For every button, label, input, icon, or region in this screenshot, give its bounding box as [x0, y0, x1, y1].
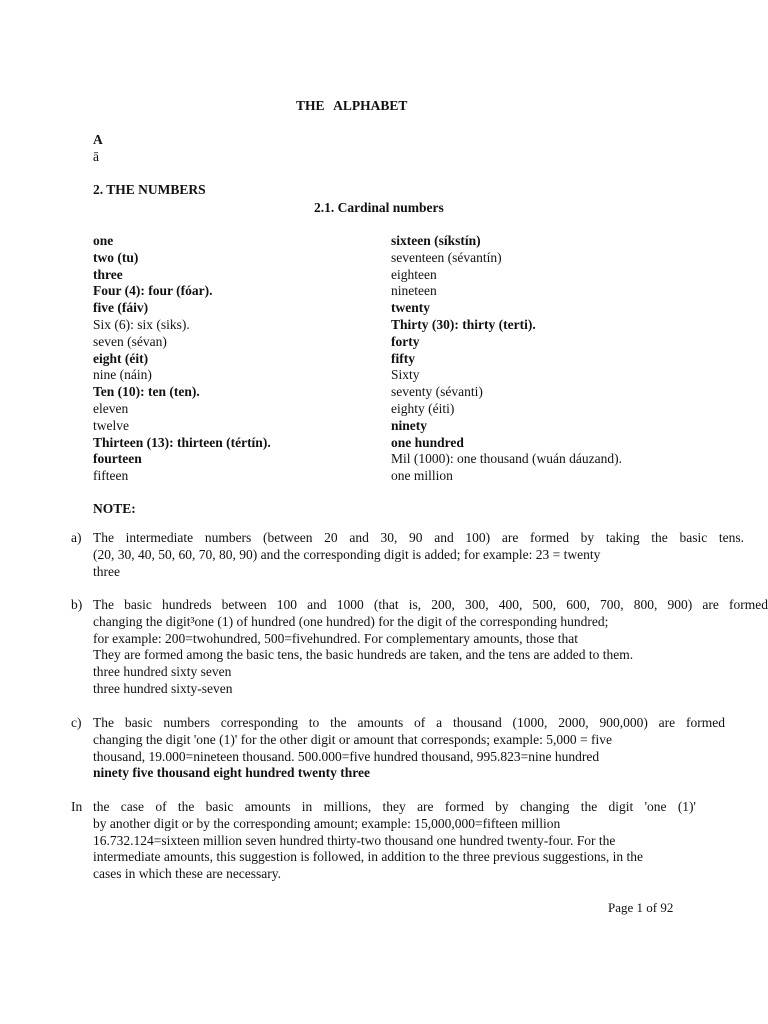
note-label: c)	[71, 715, 82, 730]
number-entry: eighteen	[391, 266, 437, 282]
note-line: thousand, 19.000=nineteen thousand. 500.000=five hundred thousand, 995.823=nine hundred	[93, 748, 600, 764]
note-millions	[71, 798, 696, 882]
note-line: intermediate amounts, this suggestion is followed, in addition to the three previous suggestions, in the	[93, 849, 644, 865]
number-entry: Thirteen (13): thirteen (tértín).	[93, 434, 271, 450]
note-body	[93, 596, 768, 697]
note-line: 16.732.124=sixteen million seven hundred thirty-two thousand one hundred twenty-four. For the	[93, 832, 616, 848]
note-a	[71, 529, 744, 579]
note-line: three hundred sixty-seven	[93, 680, 233, 696]
number-entry: eleven	[93, 400, 129, 416]
number-entry: forty	[391, 333, 420, 349]
note-line-bold: ninety five thousand eight hundred twenty three	[93, 765, 371, 781]
note-body	[93, 798, 696, 882]
subsection-heading: 2.1. Cardinal numbers	[314, 200, 444, 215]
section-heading: 2. THE NUMBERS	[93, 182, 206, 197]
letter-uppercase: A	[93, 132, 103, 147]
note-body	[93, 714, 725, 781]
note-line: by another digit or by the corresponding amount; example: 15,000,000=fifteen million	[93, 815, 561, 831]
number-entry: Six (6): six (siks).	[93, 316, 190, 332]
note-line: The basic numbers corresponding to the amounts of a thousand (1000, 2000, 900,000) are formed	[93, 715, 725, 730]
letter-pronunciation: ā	[93, 149, 99, 164]
note-line: changing the digit³one (1) of hundred (one hundred) for the digit of the corresponding hundred;	[93, 613, 609, 629]
number-entry: Mil (1000): one thousand (wuán dáuzand).	[391, 451, 622, 467]
numbers-left-column	[93, 232, 271, 484]
note-label: a)	[71, 530, 82, 545]
note-line: three hundred sixty seven	[93, 664, 232, 680]
note-line: three	[93, 563, 120, 579]
number-entry: twenty	[391, 300, 430, 316]
note-line: The basic hundreds between 100 and 1000 (that is, 200, 300, 400, 500, 600, 700, 800, 900) are formed	[93, 597, 768, 612]
number-entry: three	[93, 266, 123, 282]
number-entry: seventeen (sévantín)	[391, 249, 502, 265]
number-entry: eight (éit)	[93, 350, 149, 366]
page-number: Page 1 of 92	[608, 900, 674, 915]
number-entry: nineteen	[391, 283, 437, 299]
note-line: They are formed among the basic tens, the basic hundreds are taken, and the tens are added to them.	[93, 647, 634, 663]
number-entry: seventy (sévanti)	[391, 384, 483, 400]
number-entry: two (tu)	[93, 249, 139, 265]
page-title: THE ALPHABET	[296, 98, 408, 113]
note-line: for example: 200=twohundred, 500=fivehundred. For complementary amounts, those that	[93, 630, 578, 646]
number-entry: twelve	[93, 417, 129, 433]
number-entry: one million	[391, 468, 453, 484]
note-heading: NOTE:	[93, 501, 136, 516]
note-label: b)	[71, 597, 83, 612]
note-b	[71, 596, 768, 697]
number-entry: Four (4): four (fóar).	[93, 283, 213, 299]
note-c	[71, 714, 725, 781]
number-entry: one hundred	[391, 434, 464, 450]
number-entry: fifty	[391, 350, 415, 366]
number-entry: Ten (10): ten (ten).	[93, 384, 200, 400]
note-line: (20, 30, 40, 50, 60, 70, 80, 90) and the corresponding digit is added; for example: 23 = twenty	[93, 546, 601, 562]
note-line: The intermediate numbers (between 20 and 30, 90 and 100) are formed by taking the basic tens.	[93, 530, 744, 545]
numbers-right-column	[391, 232, 622, 484]
number-entry: one	[93, 233, 114, 248]
number-entry: Sixty	[391, 367, 420, 383]
number-entry: sixteen (síkstín)	[391, 233, 481, 248]
number-entry: ninety	[391, 417, 428, 433]
note-line: cases in which these are necessary.	[93, 866, 282, 882]
note-line: the case of the basic amounts in millions, they are formed by changing the digit 'one (1)'	[93, 799, 696, 814]
note-label: In	[71, 799, 83, 814]
note-line: changing the digit 'one (1)' for the other digit or amount that corresponds; example: 5,000 = five	[93, 731, 612, 747]
number-entry: eighty (éiti)	[391, 400, 455, 416]
number-entry: five (fáiv)	[93, 300, 149, 316]
number-entry: nine (náin)	[93, 367, 152, 383]
number-entry: fifteen	[93, 468, 129, 484]
number-entry: seven (sévan)	[93, 333, 167, 349]
number-entry: fourteen	[93, 451, 142, 467]
note-body	[93, 529, 744, 579]
number-entry: Thirty (30): thirty (terti).	[391, 316, 536, 332]
